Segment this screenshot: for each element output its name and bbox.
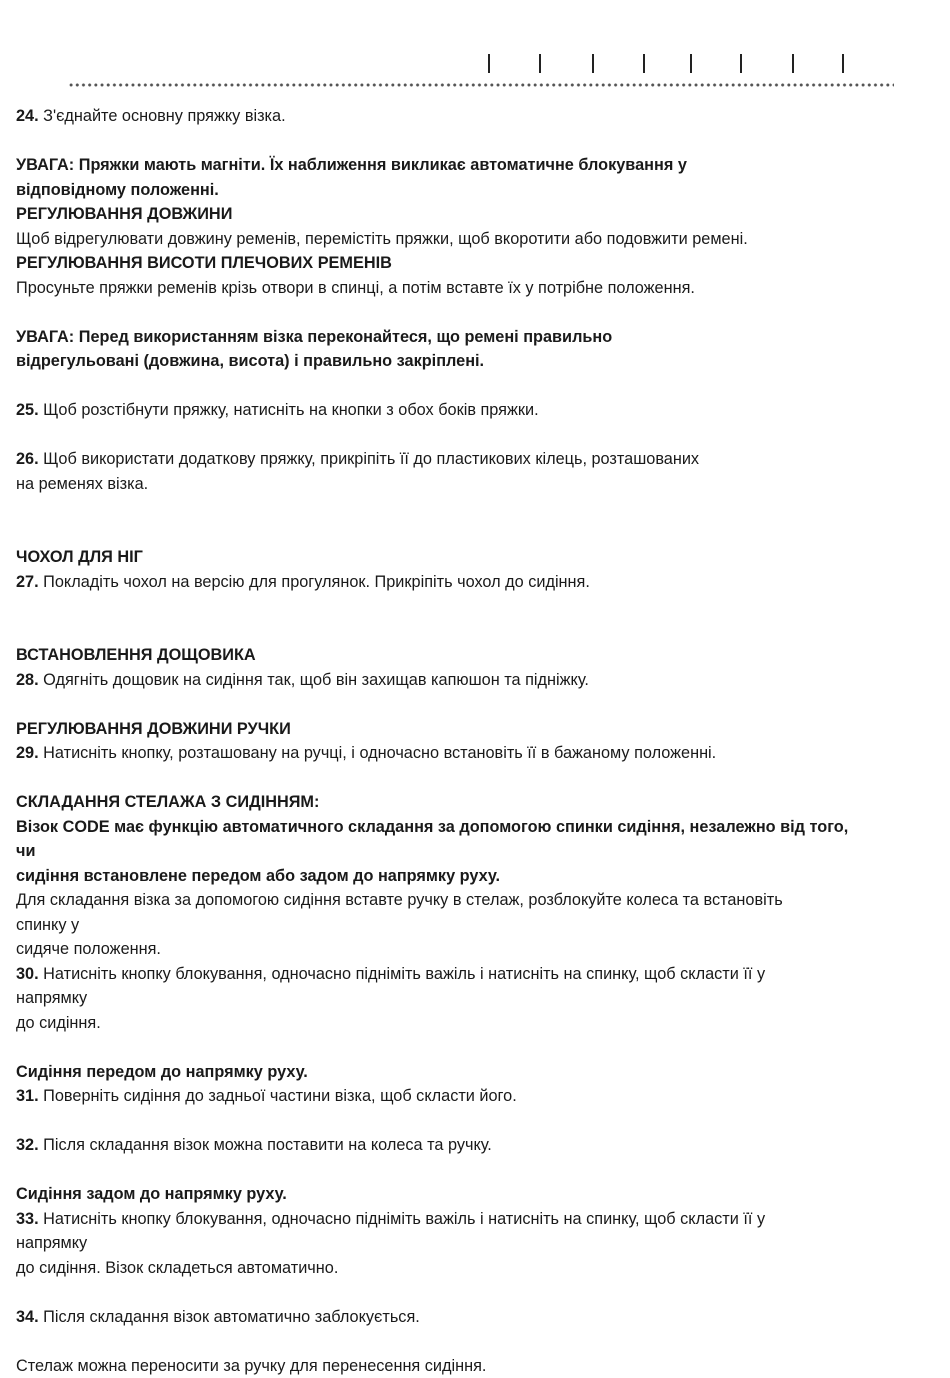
forward-heading: Сидіння передом до напрямку руху. [16,1060,926,1085]
step-24: 24. З'єднайте основну пряжку візка. [16,104,926,129]
step-31: 31. Поверніть сидіння до задньої частини візка, щоб скласти його. [16,1084,926,1109]
ruler-tick [488,54,490,73]
step-27: 27. Покладіть чохол на версію для прогулянок. Прикріпіть чохол до сидіння. [16,570,926,595]
ruler-tick [842,54,844,73]
length-adjust-heading: РЕГУЛЮВАННЯ ДОВЖИНИ [16,202,926,227]
step-32: 32. Після складання візок можна поставити на колеса та ручку. [16,1133,926,1158]
folding-text-line1: Для складання візка за допомогою сидіння вставте ручку в стелаж, розблокуйте колеса та встановіть [16,888,926,913]
folding-bold-line1: Візок CODE має функцію автоматичного складання за допомогою спинки сидіння, незалежно від того, [16,815,926,840]
step-26-line2: на ременях візка. [16,472,926,497]
ruler-tick [690,54,692,73]
closing-note: Стелаж можна переносити за ручку для перенесення сидіння. [16,1354,926,1378]
shoulder-adjust-text: Просуньте пряжки ременів крізь отвори в спинці, а потім вставте їх у потрібне положення. [16,276,926,301]
folding-heading: СКЛАДАННЯ СТЕЛАЖА З СИДІННЯМ: [16,790,926,815]
step-34: 34. Після складання візок автоматично заблокується. [16,1305,926,1330]
folding-text-line2: спинку у [16,913,926,938]
warning-straps-line1: УВАГА: Перед використанням візка переконайтеся, що ремені правильно [16,325,926,350]
ruler-tick [740,54,742,73]
ruler-tick [792,54,794,73]
footmuff-heading: ЧОХОЛ ДЛЯ НІГ [16,545,926,570]
step-30-line2: напрямку [16,986,926,1011]
dotted-divider [68,82,894,88]
warning-straps-line2: відрегульовані (довжина, висота) і правильно закріплені. [16,349,926,374]
step-26-line1: 26. Щоб використати додаткову пряжку, прикріпіть її до пластикових кілець, розташованих [16,447,926,472]
step-30-line3: до сидіння. [16,1011,926,1036]
ruler-tick [643,54,645,73]
shoulder-adjust-heading: РЕГУЛЮВАННЯ ВИСОТИ ПЛЕЧОВИХ РЕМЕНІВ [16,251,926,276]
step-29: 29. Натисніть кнопку, розташовану на ручці, і одночасно встановіть її в бажаному положенні. [16,741,926,766]
step-33-line3: до сидіння. Візок складеться автоматично. [16,1256,926,1281]
ruler-tick [592,54,594,73]
warning-magnets-line2: відповідному положенні. [16,178,926,203]
step-33-line1: 33. Натисніть кнопку блокування, одночасно підніміть важіль і натисніть на спинку, щоб скласти її у [16,1207,926,1232]
handle-heading: РЕГУЛЮВАННЯ ДОВЖИНИ РУЧКИ [16,717,926,742]
step-30-line1: 30. Натисніть кнопку блокування, одночасно підніміть важіль і натисніть на спинку, щоб скласти її у [16,962,926,987]
length-adjust-text: Щоб відрегулювати довжину ременів, перемістіть пряжки, щоб вкоротити або подовжити ремені. [16,227,926,252]
rearward-heading: Сидіння задом до напрямку руху. [16,1182,926,1207]
raincover-heading: ВСТАНОВЛЕННЯ ДОЩОВИКА [16,643,926,668]
folding-text-line3: сидяче положення. [16,937,926,962]
folding-bold-line2: чи [16,839,926,864]
step-28: 28. Одягніть дощовик на сидіння так, щоб він захищав капюшон та підніжку. [16,668,926,693]
folding-bold-line3: сидіння встановлене передом або задом до напрямку руху. [16,864,926,889]
ruler-ticks [0,54,950,74]
step-33-line2: напрямку [16,1231,926,1256]
ruler-tick [539,54,541,73]
warning-magnets-line1: УВАГА: Пряжки мають магніти. Їх наближення викликає автоматичне блокування у [16,153,926,178]
step-25: 25. Щоб розстібнути пряжку, натисніть на кнопки з обох боків пряжки. [16,398,926,423]
document-body [16,104,926,1378]
